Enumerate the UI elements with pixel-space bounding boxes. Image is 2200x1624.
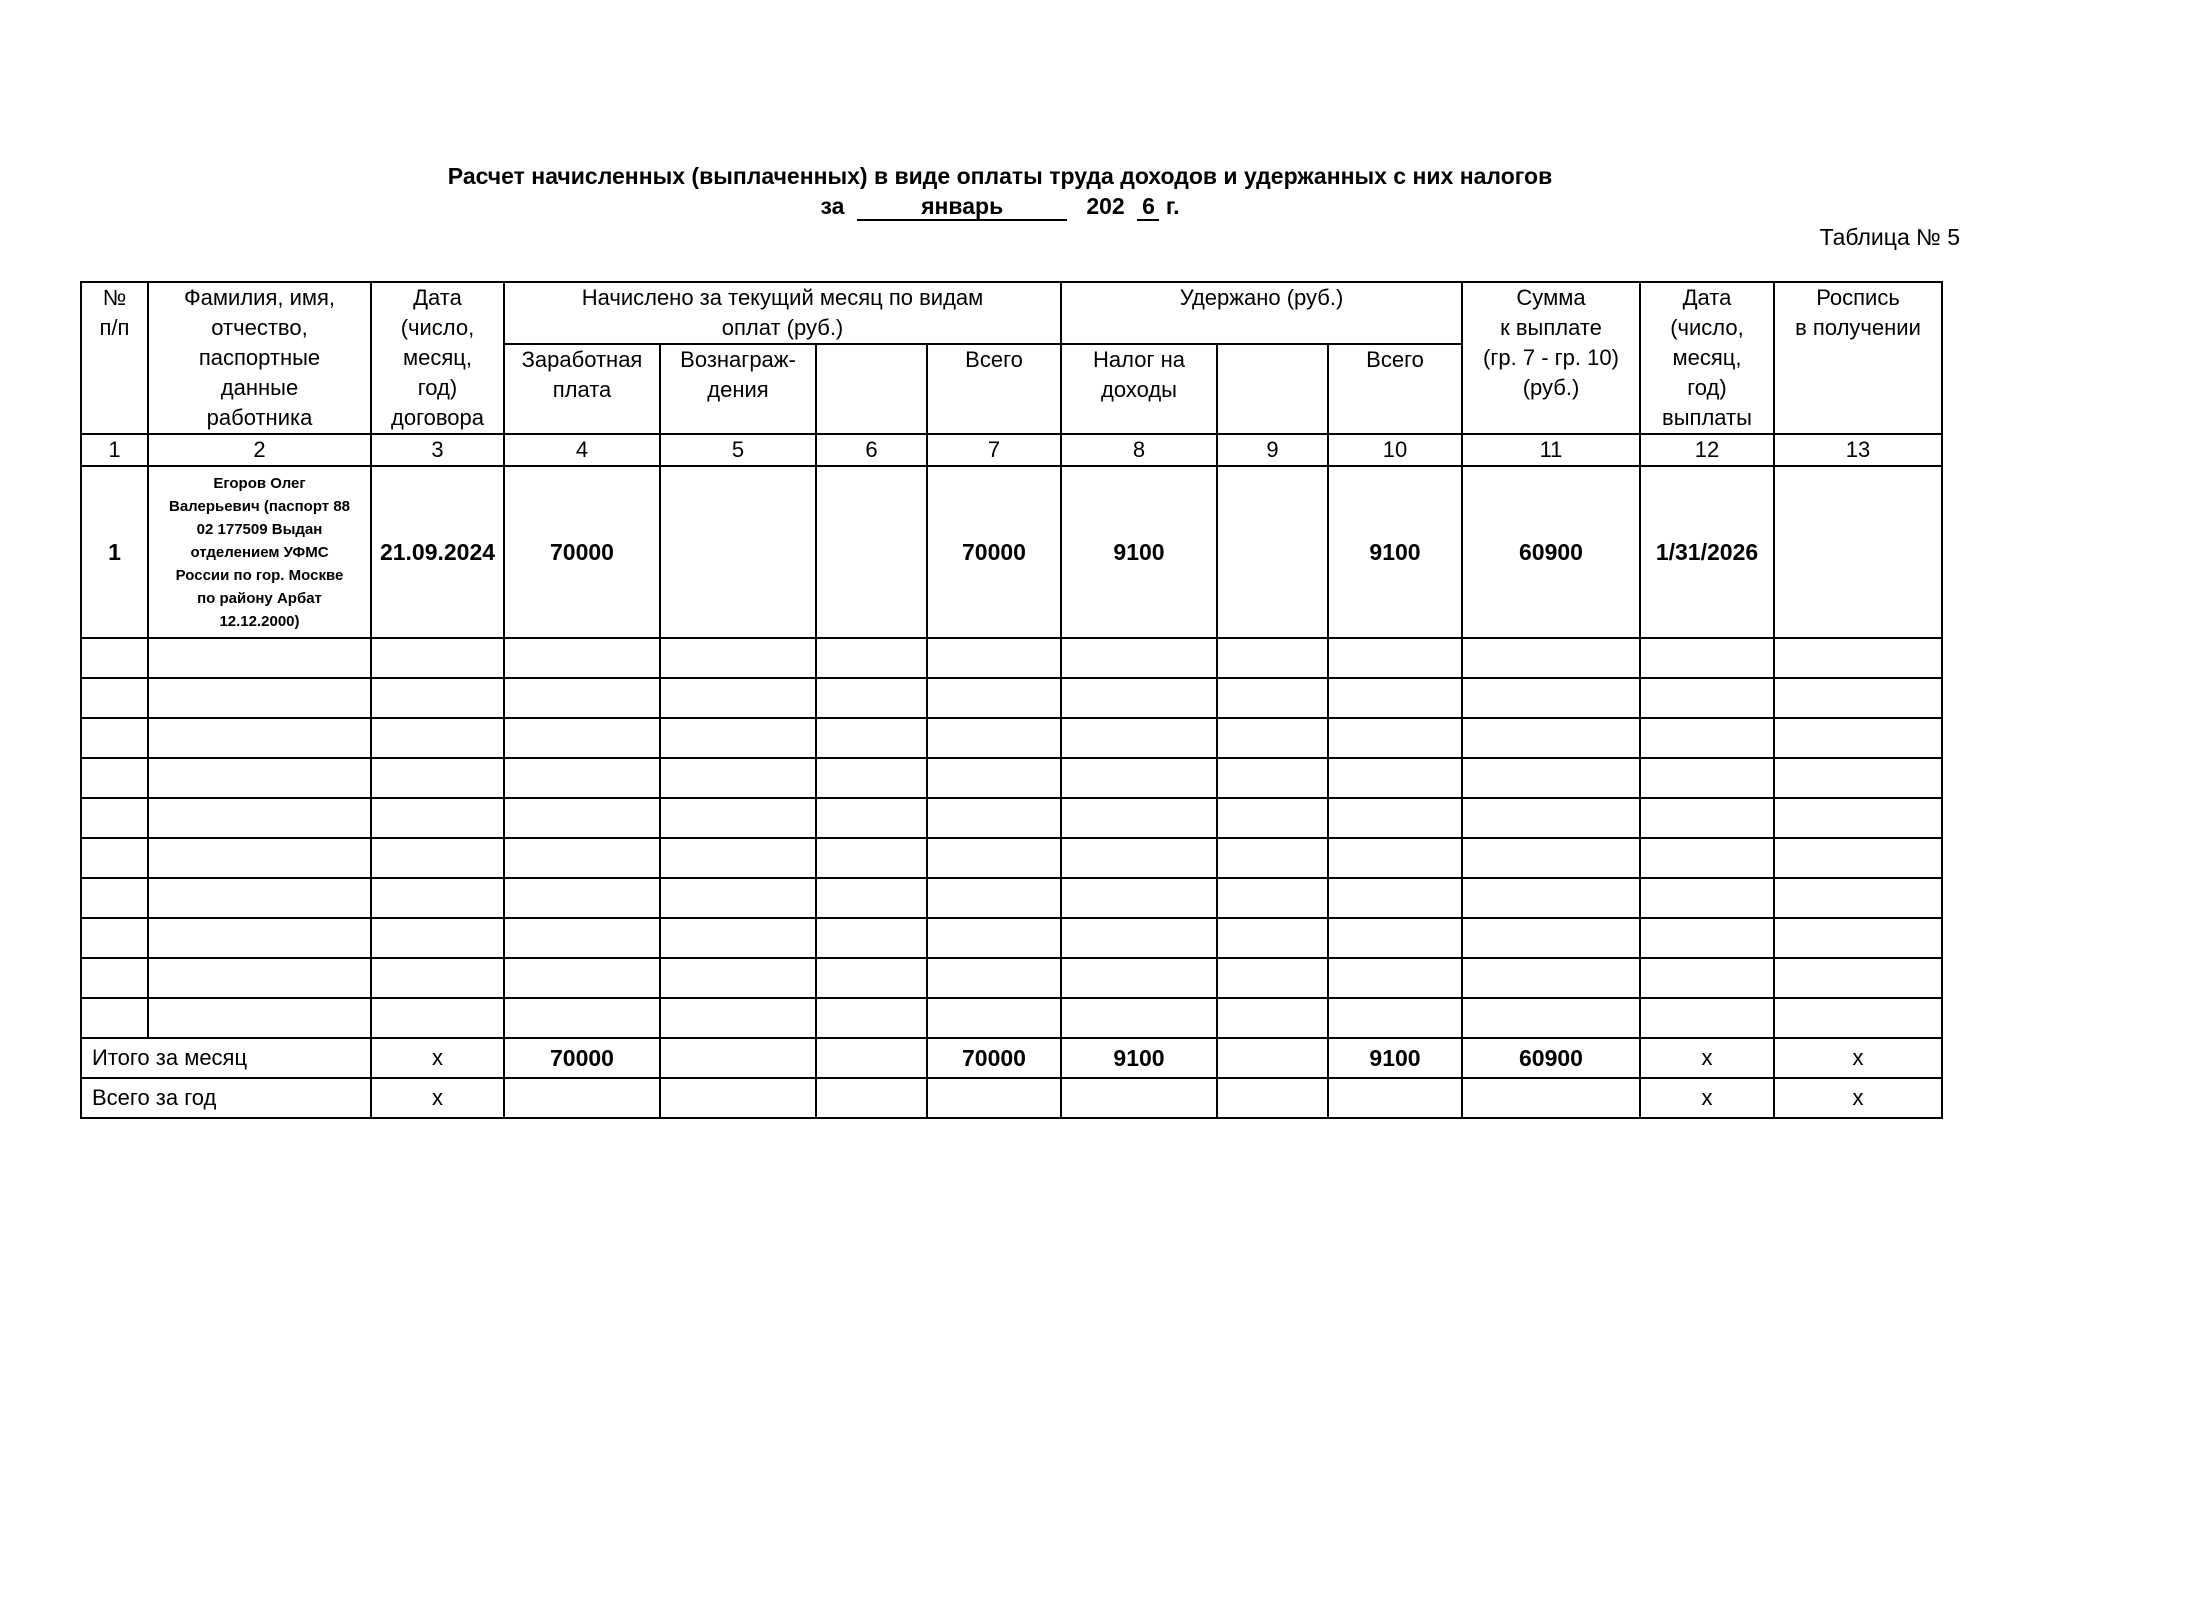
empty-cell: [504, 998, 660, 1038]
empty-cell: [927, 878, 1061, 918]
total-cell: [1061, 1078, 1217, 1118]
empty-cell: [1217, 678, 1328, 718]
empty-cell: [81, 678, 148, 718]
month-total-row: [81, 1038, 1942, 1078]
payroll-table: [80, 281, 1943, 1119]
empty-cell: [660, 678, 816, 718]
employee-name-passport: Егоров Олег Валерьевич (паспорт 88 02 177509 Выдан отделением УФМС России по гор. Москве по району Арбат 12.12.2000): [148, 466, 371, 638]
empty-cell: [1462, 878, 1640, 918]
empty-cell: [1328, 958, 1462, 998]
empty-cell: [1462, 958, 1640, 998]
empty-table-row: [81, 918, 1942, 958]
empty-cell: [1061, 838, 1217, 878]
empty-cell: [927, 838, 1061, 878]
empty-cell: [148, 758, 371, 798]
rewards: [660, 466, 816, 638]
empty-cell: [148, 718, 371, 758]
column-number: 12: [1640, 434, 1774, 466]
empty-cell: [81, 718, 148, 758]
total-cell: 9100: [1061, 1038, 1217, 1078]
year-digit-field: 6: [1137, 193, 1159, 221]
empty-cell: [148, 998, 371, 1038]
month-field: январь: [857, 193, 1067, 221]
empty-cell: [1462, 678, 1640, 718]
empty-cell: [1640, 718, 1774, 758]
total-cell: х: [1774, 1078, 1942, 1118]
empty-cell: [660, 918, 816, 958]
amount-to-pay: 60900: [1462, 466, 1640, 638]
empty-cell: [504, 878, 660, 918]
empty-cell: [927, 798, 1061, 838]
empty-cell: [1217, 998, 1328, 1038]
empty-cell: [504, 798, 660, 838]
empty-table-row: [81, 838, 1942, 878]
empty-cell: [927, 638, 1061, 678]
empty-cell: [1061, 678, 1217, 718]
empty-cell: [1640, 798, 1774, 838]
total-cell: [504, 1078, 660, 1118]
empty-cell: [1217, 758, 1328, 798]
empty-cell: [1328, 798, 1462, 838]
empty-cell: [816, 958, 927, 998]
empty-cell: [1774, 958, 1942, 998]
empty-table-row: [81, 638, 1942, 678]
empty-cell: [1774, 838, 1942, 878]
column-number: 8: [1061, 434, 1217, 466]
total-cell: х: [371, 1038, 504, 1078]
empty-cell: [81, 918, 148, 958]
empty-cell: [1462, 918, 1640, 958]
empty-cell: [1061, 758, 1217, 798]
empty-cell: [371, 878, 504, 918]
empty-table-row: [81, 878, 1942, 918]
header-rewards: Вознаграж- дения: [660, 344, 816, 434]
column-number: 3: [371, 434, 504, 466]
empty-cell: [148, 958, 371, 998]
header-name: Фамилия, имя, отчество, паспортные данные работника: [148, 282, 371, 434]
contract-date: 21.09.2024: [371, 466, 504, 638]
total-cell: [1217, 1078, 1328, 1118]
empty-cell: [927, 998, 1061, 1038]
header-total-withheld: Всего: [1328, 344, 1462, 434]
empty-cell: [1774, 718, 1942, 758]
empty-cell: [371, 958, 504, 998]
empty-cell: [1217, 878, 1328, 918]
empty-cell: [1217, 798, 1328, 838]
empty-cell: [81, 838, 148, 878]
empty-cell: [927, 918, 1061, 958]
empty-cell: [1061, 718, 1217, 758]
total-withheld: 9100: [1328, 466, 1462, 638]
column-number: 9: [1217, 434, 1328, 466]
header-col9: [1217, 344, 1328, 434]
empty-cell: [81, 878, 148, 918]
empty-cell: [1462, 838, 1640, 878]
total-cell: 70000: [504, 1038, 660, 1078]
empty-cell: [816, 678, 927, 718]
column-number: 1: [81, 434, 148, 466]
header-contract-date: Дата (число, месяц, год) договора: [371, 282, 504, 434]
empty-cell: [660, 958, 816, 998]
total-cell: х: [1774, 1038, 1942, 1078]
empty-cell: [816, 838, 927, 878]
empty-cell: [816, 638, 927, 678]
total-cell: [1217, 1038, 1328, 1078]
empty-cell: [1640, 838, 1774, 878]
total-cell: [816, 1038, 927, 1078]
period-line: [0, 193, 2000, 221]
year-suffix: г.: [1165, 193, 1180, 219]
empty-cell: [1217, 638, 1328, 678]
empty-cell: [1217, 838, 1328, 878]
document-title: Расчет начисленных (выплаченных) в виде оплаты труда доходов и удержанных с них налогов: [447, 163, 1553, 189]
empty-cell: [927, 718, 1061, 758]
empty-table-row: [81, 758, 1942, 798]
empty-cell: [148, 878, 371, 918]
empty-cell: [660, 998, 816, 1038]
empty-cell: [1774, 798, 1942, 838]
empty-cell: [148, 678, 371, 718]
total-cell: [816, 1078, 927, 1118]
empty-cell: [504, 678, 660, 718]
col6-value: [816, 466, 927, 638]
column-number: 2: [148, 434, 371, 466]
empty-cell: [148, 838, 371, 878]
empty-cell: [1328, 878, 1462, 918]
header-signature: Роспись в получении: [1774, 282, 1942, 434]
empty-cell: [1328, 718, 1462, 758]
empty-cell: [1774, 758, 1942, 798]
empty-cell: [816, 718, 927, 758]
empty-cell: [1061, 798, 1217, 838]
empty-cell: [816, 998, 927, 1038]
empty-cell: [1061, 918, 1217, 958]
empty-cell: [816, 878, 927, 918]
empty-cell: [1217, 958, 1328, 998]
total-cell: [927, 1078, 1061, 1118]
salary: 70000: [504, 466, 660, 638]
empty-table-row: [81, 678, 1942, 718]
empty-cell: [1774, 918, 1942, 958]
empty-cell: [371, 718, 504, 758]
column-number: 11: [1462, 434, 1640, 466]
empty-cell: [1462, 638, 1640, 678]
pay-date: 1/31/2026: [1640, 466, 1774, 638]
empty-cell: [1640, 918, 1774, 958]
empty-cell: [504, 718, 660, 758]
empty-cell: [504, 918, 660, 958]
empty-cell: [504, 838, 660, 878]
total-cell: х: [1640, 1078, 1774, 1118]
header-to-pay: Сумма к выплате (гр. 7 - гр. 10) (руб.): [1462, 282, 1640, 434]
empty-cell: [1640, 758, 1774, 798]
empty-cell: [660, 798, 816, 838]
total-accrued: 70000: [927, 466, 1061, 638]
empty-cell: [1774, 678, 1942, 718]
header-income-tax: Налог на доходы: [1061, 344, 1217, 434]
empty-cell: [81, 758, 148, 798]
empty-cell: [660, 838, 816, 878]
empty-table-row: [81, 718, 1942, 758]
empty-cell: [1061, 878, 1217, 918]
header-total-accrued: Всего: [927, 344, 1061, 434]
empty-cell: [660, 718, 816, 758]
empty-cell: [1328, 678, 1462, 718]
empty-cell: [1462, 998, 1640, 1038]
period-prefix: за: [820, 193, 845, 219]
empty-cell: [1774, 638, 1942, 678]
column-number: 10: [1328, 434, 1462, 466]
column-number: 13: [1774, 434, 1942, 466]
empty-cell: [1462, 718, 1640, 758]
empty-cell: [504, 958, 660, 998]
column-number: 4: [504, 434, 660, 466]
empty-cell: [504, 758, 660, 798]
signature: [1774, 466, 1942, 638]
total-cell: [1462, 1078, 1640, 1118]
table-row: [81, 466, 1942, 638]
empty-cell: [148, 918, 371, 958]
empty-table-row: [81, 998, 1942, 1038]
empty-cell: [81, 798, 148, 838]
header-col6: [816, 344, 927, 434]
year-total-label: Всего за год: [81, 1078, 371, 1118]
income-tax: 9100: [1061, 466, 1217, 638]
header-salary: Заработная плата: [504, 344, 660, 434]
empty-cell: [660, 758, 816, 798]
empty-cell: [1061, 638, 1217, 678]
empty-cell: [927, 678, 1061, 718]
empty-cell: [371, 678, 504, 718]
empty-table-row: [81, 958, 1942, 998]
empty-cell: [371, 918, 504, 958]
empty-cell: [660, 638, 816, 678]
header-withheld-group: Удержано (руб.): [1061, 282, 1462, 344]
empty-cell: [1061, 998, 1217, 1038]
empty-cell: [371, 638, 504, 678]
empty-cell: [1462, 758, 1640, 798]
table-number: Таблица № 5: [1819, 224, 1960, 250]
col9-value: [1217, 466, 1328, 638]
row-num: 1: [81, 466, 148, 638]
empty-cell: [1640, 958, 1774, 998]
year-prefix: 202: [1086, 193, 1125, 219]
empty-table-row: [81, 798, 1942, 838]
empty-cell: [1328, 998, 1462, 1038]
empty-cell: [927, 758, 1061, 798]
empty-cell: [81, 998, 148, 1038]
total-cell: х: [1640, 1038, 1774, 1078]
total-cell: [1328, 1078, 1462, 1118]
empty-cell: [1640, 998, 1774, 1038]
header-num: № п/п: [81, 282, 148, 434]
empty-cell: [1774, 998, 1942, 1038]
month-total-label: Итого за месяц: [81, 1038, 371, 1078]
empty-cell: [371, 998, 504, 1038]
empty-cell: [927, 958, 1061, 998]
total-cell: [660, 1038, 816, 1078]
empty-cell: [1774, 878, 1942, 918]
empty-cell: [148, 798, 371, 838]
empty-cell: [1328, 838, 1462, 878]
total-cell: 60900: [1462, 1038, 1640, 1078]
total-cell: [660, 1078, 816, 1118]
empty-cell: [504, 638, 660, 678]
empty-cell: [1328, 638, 1462, 678]
empty-cell: [148, 638, 371, 678]
empty-cell: [1217, 918, 1328, 958]
column-number: 6: [816, 434, 927, 466]
empty-cell: [1217, 718, 1328, 758]
empty-cell: [371, 798, 504, 838]
empty-cell: [371, 758, 504, 798]
empty-cell: [371, 838, 504, 878]
empty-cell: [1061, 958, 1217, 998]
total-cell: 70000: [927, 1038, 1061, 1078]
column-number: 5: [660, 434, 816, 466]
column-number: 7: [927, 434, 1061, 466]
total-cell: х: [371, 1078, 504, 1118]
empty-cell: [1640, 678, 1774, 718]
empty-cell: [1328, 758, 1462, 798]
empty-cell: [816, 918, 927, 958]
empty-cell: [816, 758, 927, 798]
year-total-row: [81, 1078, 1942, 1118]
empty-cell: [660, 878, 816, 918]
empty-cell: [1328, 918, 1462, 958]
empty-cell: [1640, 878, 1774, 918]
empty-cell: [1462, 798, 1640, 838]
empty-cell: [816, 798, 927, 838]
empty-cell: [81, 958, 148, 998]
header-pay-date: Дата (число, месяц, год) выплаты: [1640, 282, 1774, 434]
empty-cell: [81, 638, 148, 678]
total-cell: 9100: [1328, 1038, 1462, 1078]
header-accrued-group: Начислено за текущий месяц по видам оплат (руб.): [504, 282, 1061, 344]
empty-cell: [1640, 638, 1774, 678]
